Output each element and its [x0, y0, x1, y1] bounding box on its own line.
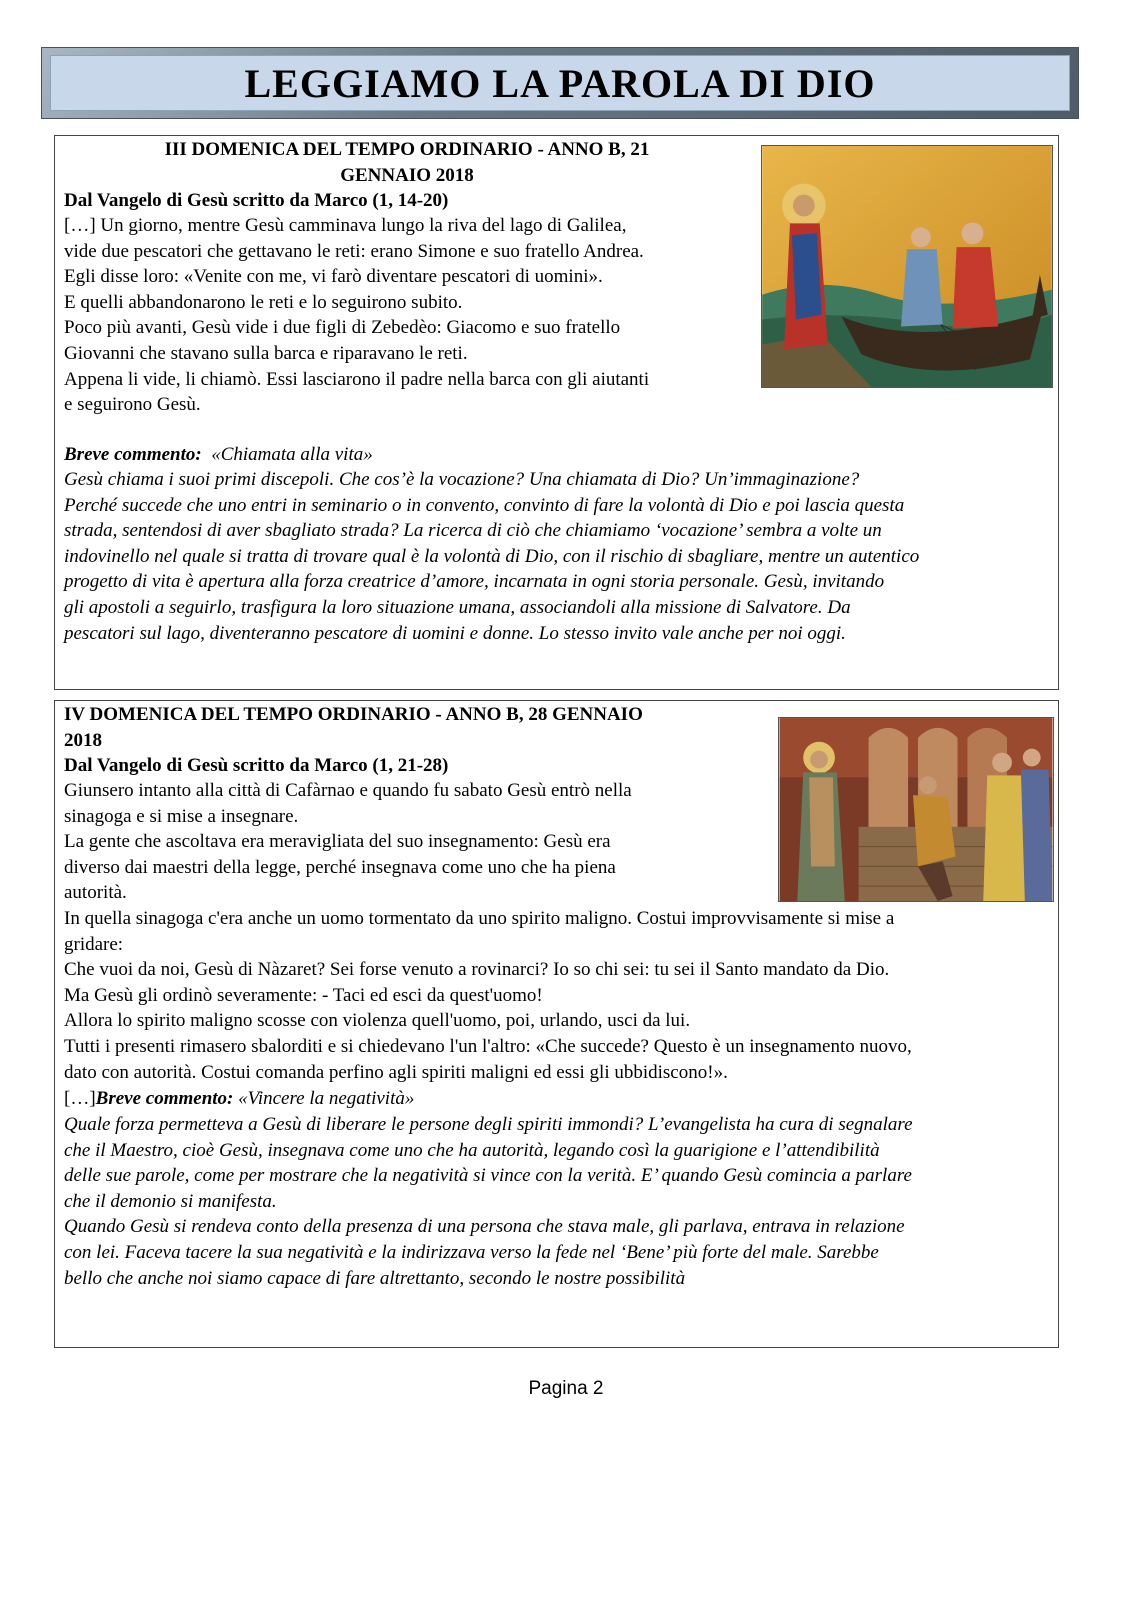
comment-line: delle sue parole, come per mostrare che la negatività si vince con la verità. E’ quando Gesù comincia a parlare	[64, 1165, 912, 1187]
painting-synagogue-exorcism	[778, 717, 1054, 902]
section2-gospel-text-bottom	[64, 906, 1047, 1085]
gospel-line: […] Un giorno, mentre Gesù camminava lungo la riva del lago di Galilea,	[64, 215, 627, 236]
gospel-line: Egli disse loro: «Venite con me, vi farò diventare pescatori di uomini».	[64, 266, 603, 288]
gospel-line: sinagoga e si mise a insegnare.	[64, 805, 299, 827]
gospel-line: Allora lo spirito maligno scosse con violenza quell'uomo, poi, urlando, usci da lui.	[64, 1010, 691, 1032]
section2-comment-title: «Vincere la negatività»	[238, 1088, 415, 1109]
section2-ellipsis: […]	[64, 1088, 96, 1109]
comment-line: Quale forza permetteva a Gesù di liberare le persone degli spiriti immondi? L’evangelista ha cura di segnalare	[64, 1114, 913, 1135]
painting-calling-of-disciples	[761, 145, 1053, 388]
gospel-line: Giunsero intanto alla città di Cafàrnao e quando fu sabato Gesù entrò nella	[64, 780, 632, 801]
section2-comment-label: Breve commento:	[95, 1088, 234, 1109]
section2-comment-heading	[64, 1086, 414, 1112]
gospel-line: Tutti i presenti rimasero sbalorditi e si chiedevano l'un l'altro: «Che succede? Questo è un insegnamento nuovo,	[64, 1035, 912, 1057]
section2-heading	[64, 702, 774, 753]
comment-line: bello che anche noi siamo capace di fare altrettanto, secondo le nostre possibilità	[64, 1267, 686, 1289]
comment-line: pescatori sul lago, diventeranno pescatore di uomini e donne. Lo stesso invito vale anche per noi oggi.	[64, 622, 846, 644]
section2-comment-text	[64, 1112, 1047, 1291]
comment-line: strada, sentendosi di aver sbagliato strada? La ricerca di ciò che chiamiamo ‘vocazione’ sembra a volte un	[64, 520, 882, 542]
section1-comment-heading	[64, 442, 373, 468]
gospel-line: autorità.	[64, 882, 127, 904]
page-title: LEGGIAMO LA PAROLA DI DIO	[244, 60, 876, 106]
section1-heading-line1: III DOMENICA DEL TEMPO ORDINARIO - ANNO B, 21	[164, 139, 650, 160]
gospel-line: dato con autorità. Costui comanda perfino agli spiriti maligni ed essi gli ubbidiscono!».	[64, 1061, 728, 1083]
gospel-line: e seguirono Gesù.	[64, 394, 201, 416]
section1-heading	[62, 137, 752, 188]
section1-comment-title: «Chiamata alla vita»	[211, 444, 373, 465]
comment-line: Gesù chiama i suoi primi discepoli. Che cos’è la vocazione? Una chiamata di Dio? Un’immaginazione?	[64, 469, 860, 490]
gospel-line: Poco più avanti, Gesù vide i due figli di Zebedèo: Giacomo e suo fratello	[64, 317, 621, 339]
comment-line: Quando Gesù si rendeva conto della presenza di una persona che stava male, gli parlava, entrava in relazione	[64, 1216, 905, 1238]
comment-line: che il Maestro, cioè Gesù, insegnava come uno che ha autorità, legando così la guarigione e l’attendibilità	[64, 1139, 880, 1161]
section1-heading-line2: GENNAIO 2018	[340, 164, 474, 186]
gospel-line: Giovanni che stavano sulla barca e riparavano le reti.	[64, 342, 468, 364]
section2-gospel-reference: Dal Vangelo di Gesù scritto da Marco (1, 21-28)	[64, 755, 449, 776]
comment-line: che il demonio si manifesta.	[64, 1190, 277, 1212]
banner-panel	[50, 55, 1070, 111]
section1-gospel-text	[64, 213, 754, 418]
comment-line: gli apostoli a seguirlo, trasfigura la loro situazione umana, associandoli alla missione di Salvatore. Da	[64, 596, 851, 618]
page-number: Pagina 2	[528, 1378, 604, 1399]
section2-heading-line2: 2018	[64, 729, 102, 751]
comment-line: Perché succede che uno entri in seminario o in convento, convinto di fare la volontà di Dio e poi lascia questa	[64, 494, 905, 516]
section1-comment-text	[64, 467, 1047, 646]
gospel-line: In quella sinagoga c'era anche un uomo tormentato da uno spirito maligno. Costui improvvisamente si mise a	[64, 908, 895, 929]
gospel-line: La gente che ascoltava era meravigliata del suo insegnamento: Gesù era	[64, 831, 611, 853]
gospel-line: Appena li vide, li chiamò. Essi lasciarono il padre nella barca con gli aiutanti	[64, 368, 650, 390]
gospel-line: Ma Gesù gli ordinò severamente: - Taci ed esci da quest'uomo!	[64, 984, 543, 1006]
comment-line: progetto di vita è apertura alla forza creatrice d’amore, incarnata in ogni storia personale. Gesù, invitando	[64, 571, 885, 593]
gospel-line: gridare:	[64, 933, 124, 955]
gospel-line: vide due pescatori che gettavano le reti: erano Simone e suo fratello Andrea.	[64, 240, 644, 262]
gospel-line: E quelli abbandonarono le reti e lo seguirono subito.	[64, 291, 463, 313]
gospel-line: diverso dai maestri della legge, perché insegnava come uno che ha piena	[64, 856, 616, 878]
section2-heading-line1: IV DOMENICA DEL TEMPO ORDINARIO - ANNO B, 28 GENNAIO	[64, 704, 643, 725]
section1-gospel-reference: Dal Vangelo di Gesù scritto da Marco (1, 14-20)	[64, 190, 449, 211]
title-banner	[42, 48, 1078, 118]
comment-line: indovinello nel quale si tratta di trovare qual è la volontà di Dio, con il rischio di sbagliare, mentre un autentico	[64, 545, 920, 567]
section1-comment-label: Breve commento:	[64, 444, 202, 465]
section2-gospel-text-top	[64, 778, 758, 906]
comment-line: con lei. Faceva tacere la sua negatività e la indirizzava verso la fede nel ‘Bene’ più forte del male. Sarebbe	[64, 1241, 879, 1263]
gospel-line: Che vuoi da noi, Gesù di Nàzaret? Sei forse venuto a rovinarci? Io so chi sei: tu sei il Santo mandato da Dio.	[64, 959, 890, 981]
